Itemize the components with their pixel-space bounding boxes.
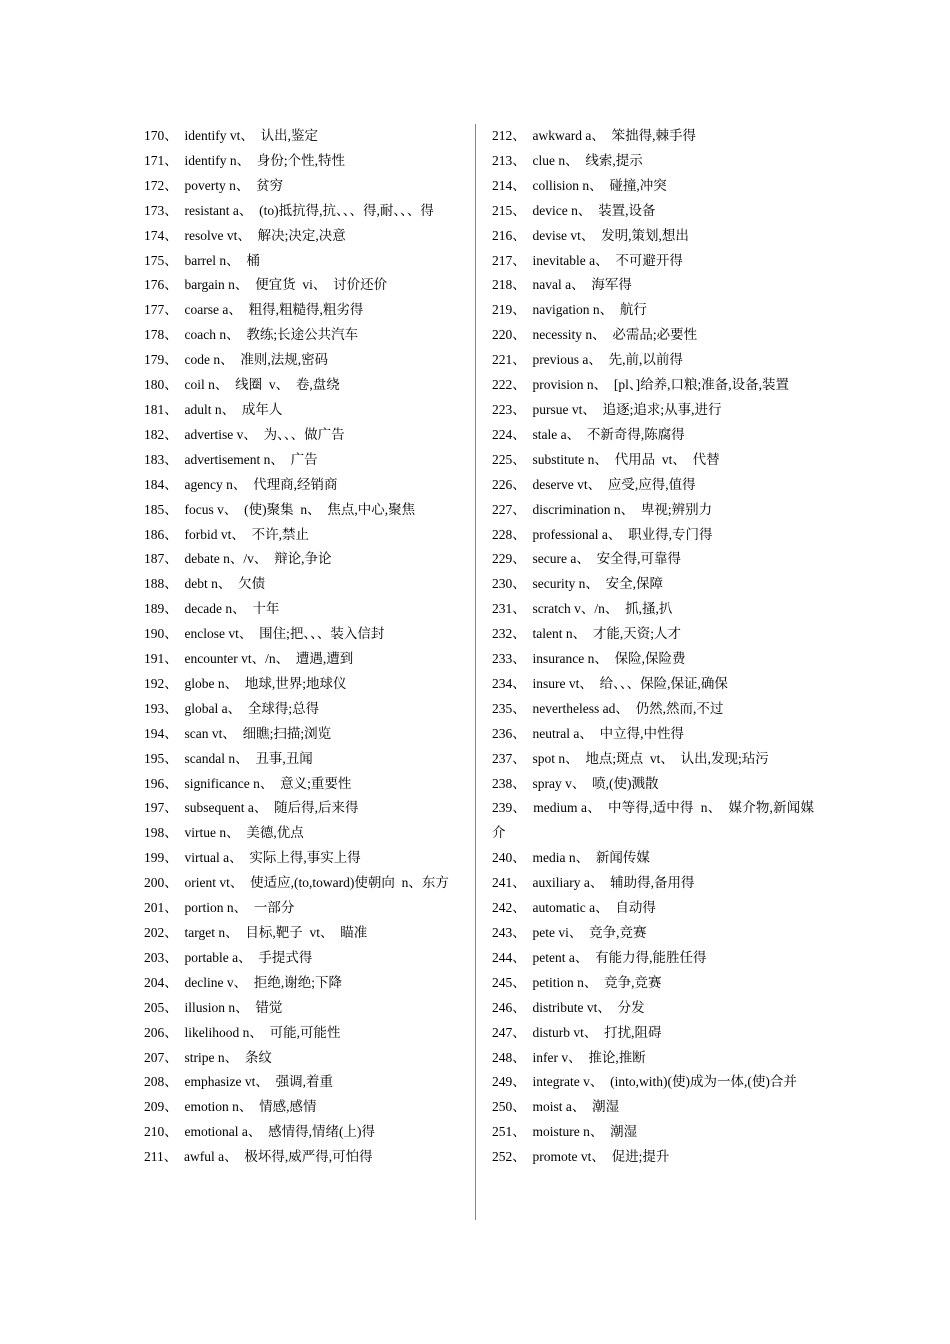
vocab-entry: 191、 encounter vt、/n、 遭遇,遭到 [144, 651, 354, 667]
vocab-entry: 213、 clue n、 线索,提示 [492, 152, 643, 168]
vocab-entry: 217、 inevitable a、 不可避开得 [492, 252, 683, 268]
vocab-entry: 187、 debate n、/v、 辩论,争论 [144, 551, 332, 567]
vocab-entry: 185、 focus v、 (使)聚集 n、 焦点,中心,聚焦 [144, 501, 416, 517]
vocab-entry: 230、 security n、 安全,保障 [492, 576, 663, 592]
vocab-entry: 212、 awkward a、 笨拙得,棘手得 [492, 128, 696, 143]
vocab-entry: 243、 pete vi、 竞争,竞赛 [492, 925, 647, 940]
vocab-entry: 219、 navigation n、 航行 [492, 302, 647, 318]
vocab-entry: 225、 substitute n、 代用品 vt、 代替 [492, 451, 720, 467]
vocab-entry: 188、 debt n、 欠债 [144, 576, 266, 592]
vocab-entry: 248、 infer v、 推论,推断 [492, 1049, 646, 1065]
vocab-entry: 204、 decline v、 拒绝,谢绝;下降 [144, 974, 342, 990]
vocab-entry: 241、 auxiliary a、 辅助得,备用得 [492, 875, 695, 891]
vocab-entry: 182、 advertise v、 为、、、做广告 [144, 426, 345, 442]
vocab-entry: 209、 emotion n、 情感,感情 [144, 1099, 317, 1115]
vocab-entry: 218、 naval a、 海军得 [492, 277, 632, 293]
vocab-entry: 242、 automatic a、 自动得 [492, 900, 656, 916]
vocab-entry: 231、 scratch v、/n、 抓,搔,扒 [492, 601, 673, 617]
vocab-entry: 179、 code n、 准则,法规,密码 [144, 352, 329, 368]
vocab-entry: 203、 portable a、 手提式得 [144, 949, 313, 965]
vocab-entry: 192、 globe n、 地球,世界;地球仪 [144, 675, 347, 691]
vocab-entry: 170、 identify vt、 认出,鉴定 [144, 128, 318, 143]
vocab-entry: 233、 insurance n、 保险,保险费 [492, 651, 686, 667]
vocab-entry: 249、 integrate v、 (into,with)(使)成为一体,(使)合并 [492, 1074, 797, 1090]
vocab-entry: 178、 coach n、 教练;长途公共汽车 [144, 327, 359, 343]
vocab-entry: 250、 moist a、 潮湿 [492, 1099, 620, 1115]
vocab-entry: 234、 insure vt、 给、、、保险,保证,确保 [492, 675, 728, 691]
vocab-entry: 246、 distribute vt、 分发 [492, 999, 645, 1015]
vocab-entry: 186、 forbid vt、 不许,禁止 [144, 526, 309, 542]
vocab-entry: 201、 portion n、 一部分 [144, 900, 295, 916]
vocab-entry: 193、 global a、 全球得;总得 [144, 700, 320, 716]
vocab-entry: 199、 virtual a、 实际上得,事实上得 [144, 850, 361, 866]
right-column [492, 124, 814, 1170]
vocab-entry: 251、 moisture n、 潮湿 [492, 1124, 638, 1140]
vocab-entry: 194、 scan vt、 细瞧;扫描;浏览 [144, 725, 332, 741]
vocab-entry: 200、 orient vt、 使适应,(to,toward)使朝向 n、东方 [144, 875, 449, 891]
vocab-entry: 239、 medium a、 中等得,适中得 n、 媒介物,新闻媒介 [492, 800, 814, 841]
vocab-entry: 221、 previous a、 先,前,以前得 [492, 352, 683, 368]
vocab-entry: 207、 stripe n、 条纹 [144, 1049, 272, 1065]
vocab-entry: 184、 agency n、 代理商,经销商 [144, 476, 338, 492]
vocab-entry: 240、 media n、 新闻传媒 [492, 850, 650, 866]
vocab-entry: 198、 virtue n、 美德,优点 [144, 825, 304, 841]
vocab-entry: 228、 professional a、 职业得,专门得 [492, 526, 713, 542]
vocab-entry: 177、 coarse a、 粗得,粗糙得,粗劣得 [144, 302, 364, 318]
vocab-entry: 208、 emphasize vt、 强调,着重 [144, 1074, 333, 1090]
column-divider [475, 124, 476, 1220]
vocab-entry: 197、 subsequent a、 随后得,后来得 [144, 800, 359, 816]
vocab-entry: 202、 target n、 目标,靶子 vt、 瞄准 [144, 925, 368, 940]
vocab-entry: 196、 significance n、 意义;重要性 [144, 775, 352, 791]
vocab-entry: 189、 decade n、 十年 [144, 601, 280, 617]
vocab-entry: 210、 emotional a、 感情得,情绪(上)得 [144, 1124, 375, 1140]
vocab-entry: 195、 scandal n、 丑事,丑闻 [144, 750, 313, 766]
vocab-entry: 205、 illusion n、 错觉 [144, 999, 283, 1015]
vocab-entry: 190、 enclose vt、 围住;把、、、装入信封 [144, 626, 385, 642]
vocab-entry: 173、 resistant a、 (to)抵抗得,抗、、、得,耐、、、得 [144, 202, 434, 218]
vocab-entry: 215、 device n、 装置,设备 [492, 202, 656, 218]
vocab-entry: 180、 coil n、 线圈 v、 卷,盘绕 [144, 377, 340, 393]
vocab-entry: 216、 devise vt、 发明,策划,想出 [492, 227, 689, 243]
vocab-entry: 244、 petent a、 有能力得,能胜任得 [492, 949, 707, 965]
vocab-entry: 176、 bargain n、 便宜货 vi、 讨价还价 [144, 277, 388, 293]
vocab-entry: 226、 deserve vt、 应受,应得,值得 [492, 476, 696, 492]
vocab-entry: 232、 talent n、 才能,天资;人才 [492, 626, 681, 642]
vocab-entry: 223、 pursue vt、 追逐;追求;从事,进行 [492, 401, 722, 417]
vocab-entry: 252、 promote vt、 促进;提升 [492, 1149, 670, 1165]
left-column [144, 124, 474, 1170]
vocab-entry: 211、 awful a、 极坏得,威严得,可怕得 [144, 1149, 373, 1165]
vocab-entry: 220、 necessity n、 必需品;必要性 [492, 327, 698, 343]
vocab-entry: 229、 secure a、 安全得,可靠得 [492, 551, 681, 567]
vocab-entry: 227、 discrimination n、 卑视;辨别力 [492, 501, 713, 517]
vocab-entry: 222、 provision n、 [pl、]给养,口粮;准备,设备,装置 [492, 377, 789, 393]
vocab-entry: 171、 identify n、 身份;个性,特性 [144, 152, 345, 168]
vocab-entry: 238、 spray v、 喷,(使)溅散 [492, 775, 659, 791]
vocab-entry: 245、 petition n、 竞争,竞赛 [492, 974, 662, 990]
vocab-entry: 174、 resolve vt、 解决;决定,决意 [144, 227, 346, 243]
vocab-entry: 206、 likelihood n、 可能,可能性 [144, 1024, 341, 1040]
vocab-entry: 181、 adult n、 成年人 [144, 401, 283, 417]
vocab-entry: 224、 stale a、 不新奇得,陈腐得 [492, 426, 685, 442]
vocab-entry: 235、 nevertheless ad、 仍然,然而,不过 [492, 700, 724, 716]
vocab-entry: 175、 barrel n、 桶 [144, 252, 260, 268]
vocab-entry: 172、 poverty n、 贫穷 [144, 177, 284, 193]
vocab-entry: 236、 neutral a、 中立得,中性得 [492, 725, 684, 741]
vocab-entry: 247、 disturb vt、 打扰,阻碍 [492, 1024, 662, 1040]
vocab-entry: 183、 advertisement n、 广告 [144, 451, 318, 467]
vocab-entry: 214、 collision n、 碰撞,冲突 [492, 177, 667, 193]
vocab-entry: 237、 spot n、 地点;斑点 vt、 认出,发现;玷污 [492, 750, 769, 766]
